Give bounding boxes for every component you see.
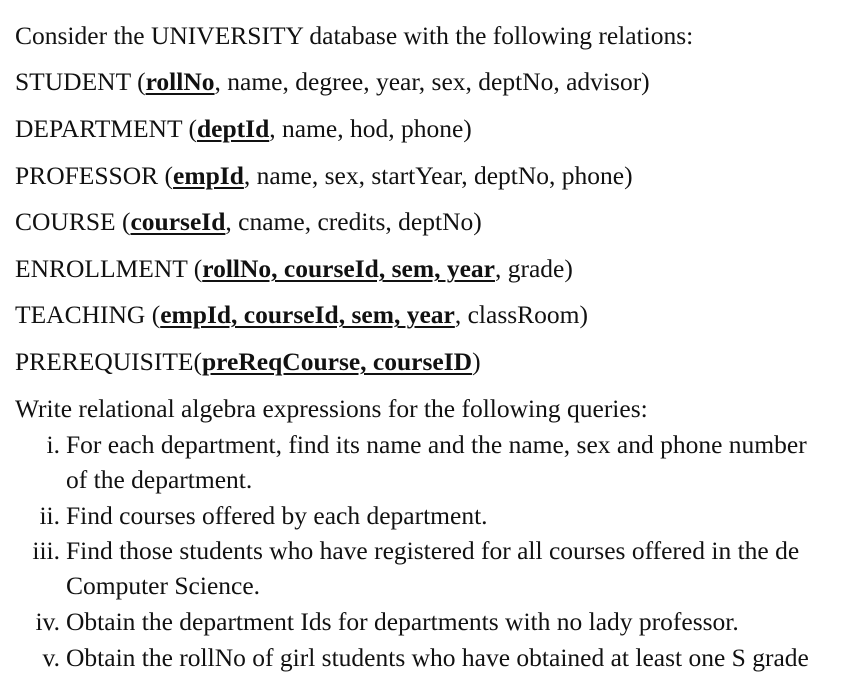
question-number: ii. bbox=[39, 501, 60, 530]
primary-key: empId bbox=[173, 161, 244, 190]
primary-key: rollNo bbox=[145, 67, 215, 96]
question-text: For each department, find its name and the name, sex and phone number bbox=[66, 430, 807, 459]
question-number: iv. bbox=[35, 607, 60, 636]
question-number: i. bbox=[46, 430, 60, 459]
question-number: iii. bbox=[32, 536, 60, 565]
relation-attributes: , cname, credits, deptNo) bbox=[225, 207, 482, 236]
question-text: Find courses offered by each department. bbox=[66, 501, 488, 530]
primary-key: deptId bbox=[196, 114, 270, 143]
relation-name: PROFESSOR bbox=[15, 161, 159, 190]
primary-key: courseId bbox=[130, 207, 226, 236]
question-number: v. bbox=[42, 643, 60, 672]
relation-attributes: , classRoom) bbox=[454, 300, 588, 329]
relation-name: ENROLLMENT bbox=[15, 254, 188, 283]
relation-attributes: , name, degree, year, sex, deptNo, advisor) bbox=[214, 67, 650, 96]
relation-name: DEPARTMENT bbox=[15, 114, 183, 143]
relation-professor: PROFESSOR (empId, name, sex, startYear, deptNo, phone) bbox=[15, 161, 633, 190]
question-text: Computer Science. bbox=[66, 571, 261, 600]
primary-key: preReqCourse, courseID bbox=[202, 347, 473, 376]
relation-department: DEPARTMENT (deptId, name, hod, phone) bbox=[15, 114, 472, 143]
relation-course: COURSE (courseId, cname, credits, deptNo) bbox=[15, 207, 482, 236]
relation-name: TEACHING bbox=[15, 300, 146, 329]
question-text: of the department. bbox=[66, 465, 253, 494]
relation-name: STUDENT bbox=[15, 67, 131, 96]
relation-attributes: , grade) bbox=[494, 254, 573, 283]
relation-student: STUDENT (rollNo, name, degree, year, sex, deptNo, advisor) bbox=[15, 67, 650, 96]
question-text: Obtain the rollNo of girl students who have obtained at least one S grade bbox=[66, 643, 809, 672]
intro-text: Consider the UNIVERSITY database with the following relations: bbox=[15, 21, 694, 50]
relation-name: PREREQUISITE bbox=[15, 347, 194, 376]
relation-name: COURSE bbox=[15, 207, 116, 236]
relation-attributes: ) bbox=[472, 347, 481, 376]
relation-prerequisite: PREREQUISITE(preReqCourse, courseID) bbox=[15, 347, 481, 376]
primary-key: rollNo, courseId, sem, year bbox=[202, 254, 495, 283]
relation-enrollment: ENROLLMENT (rollNo, courseId, sem, year, grade) bbox=[15, 254, 573, 283]
question-text: Find those students who have registered for all courses offered in the de bbox=[66, 536, 800, 565]
relation-attributes: , name, hod, phone) bbox=[269, 114, 472, 143]
relation-teaching: TEACHING (empId, courseId, sem, year, classRoom) bbox=[15, 300, 588, 329]
primary-key: empId, courseId, sem, year bbox=[160, 300, 455, 329]
task-text: Write relational algebra expressions for the following queries: bbox=[15, 394, 648, 423]
question-text: Obtain the department Ids for departments with no lady professor. bbox=[66, 607, 739, 636]
relation-attributes: , name, sex, startYear, deptNo, phone) bbox=[243, 161, 633, 190]
